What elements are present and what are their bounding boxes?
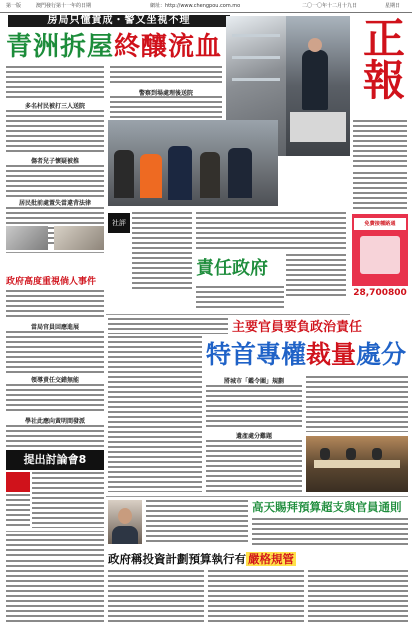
center-story-body-3 (206, 440, 302, 492)
budget-story-body-1 (146, 500, 248, 544)
bottom-headline-part-a: 政府稱投資計劃預算執行有 (108, 552, 246, 566)
lead-headline-part-b: 終釀 (114, 32, 169, 62)
center-story-body-1 (108, 336, 202, 492)
lead-body-5 (110, 66, 222, 86)
center-story-subhead-2: 遺產處分難題 (235, 433, 272, 440)
bottom-headline-part-b: 嚴格規管 (248, 552, 294, 566)
bottom-banner-headline (108, 551, 408, 567)
center-story-photo (306, 436, 408, 492)
column-badge (6, 472, 30, 492)
bottom-left-body (6, 560, 104, 622)
center-headline-part-b: 裁量 (306, 340, 357, 369)
column-headline: 提出討論會8 (6, 450, 104, 470)
center-story-body-4 (306, 376, 408, 432)
ad-phone: 28,700800 (353, 288, 407, 298)
editorial-body-1 (132, 212, 192, 292)
lead-body-2 (6, 110, 104, 154)
bottom-body-1 (108, 570, 204, 622)
lead-subhead-1: 多名村民被打三人送院 (24, 103, 85, 110)
left-story-headline-2: 當局官員回應進展 (30, 324, 79, 331)
issue-weekday: 星期日 (385, 3, 401, 9)
editorial-body-2 (196, 212, 346, 252)
thumb-photo-2 (54, 226, 104, 250)
center-story-intro (108, 318, 228, 334)
masthead-info (353, 120, 407, 168)
lead-photo-police (286, 16, 350, 156)
thumb-photo-1 (6, 226, 48, 250)
lead-photo-scene (108, 120, 278, 206)
center-story-kicker: 主要官員要負政治責任 (232, 320, 363, 335)
budget-story-headline: 高天賜拜預算超支與官員通則 (252, 500, 402, 514)
editorial-body-4 (196, 286, 284, 310)
lead-kicker: 房局只懂責成・警又坐視不理 (8, 15, 230, 27)
ad-image (360, 236, 400, 274)
divider-budget (106, 496, 408, 497)
center-headline-part-a: 特首專權 (206, 340, 307, 369)
editorial-badge: 社評 (108, 213, 130, 233)
divider-left-bottom (6, 531, 104, 532)
lead-headline-part-a: 青洲拆屋 (6, 32, 115, 62)
center-story-subhead-1: 將城市「鑑令圍」規劃 (223, 378, 284, 385)
masthead-contacts (353, 172, 407, 210)
divider-editorial (106, 314, 350, 315)
left-story-headline-4: 學社此應向黃明間發派 (24, 418, 85, 425)
budget-story-body-2 (252, 518, 408, 546)
ad-block[interactable] (352, 214, 408, 286)
editorial-body-3 (286, 254, 346, 298)
lower-left-body (6, 534, 104, 556)
lead-photo-caption: 警察到場處理後送院 (138, 90, 193, 97)
page-header-bar (0, 0, 412, 13)
left-story-headline-3: 領導責任交錯無能 (30, 377, 79, 384)
budget-story-portrait (108, 500, 142, 544)
page-label: 第一版 (6, 3, 22, 9)
bottom-body-3 (308, 570, 408, 622)
left-story-body-1 (6, 290, 104, 320)
masthead-logo (352, 16, 408, 136)
logo-text: 正報 (357, 16, 406, 100)
left-story-body-3 (6, 384, 104, 414)
site-url[interactable]: 網址：http://www.chengpou.com.mo (150, 3, 241, 9)
issue-date: 二〇一〇年十二月十九日 (302, 3, 358, 9)
divider-left-1 (6, 252, 104, 253)
column-body-1 (32, 472, 104, 528)
lead-headline-part-c: 流血 (168, 32, 223, 62)
ad-title: 免費接種路通 (354, 218, 406, 230)
left-story-body-2 (6, 331, 104, 373)
lead-body-6 (110, 96, 222, 118)
bottom-body-2 (208, 570, 304, 622)
center-story-headline (206, 338, 408, 372)
center-story-body-2 (206, 385, 302, 429)
left-story-headline-1: 政府高度重視倘人事件 (6, 277, 97, 287)
lead-body-3 (6, 165, 104, 197)
center-headline-part-c: 處分 (356, 340, 407, 369)
issue-info: 澳門發行第十一年的日期 (36, 3, 92, 9)
lead-subhead-3: 居民批前處置失當違背法律 (18, 200, 91, 207)
lead-subhead-2: 傷者兒子懷疑被推 (30, 158, 79, 165)
left-story-body-4 (6, 425, 104, 447)
column-body-2 (6, 494, 30, 528)
editorial-headline: 責任政府 (196, 258, 268, 279)
lead-body-1 (6, 66, 104, 100)
